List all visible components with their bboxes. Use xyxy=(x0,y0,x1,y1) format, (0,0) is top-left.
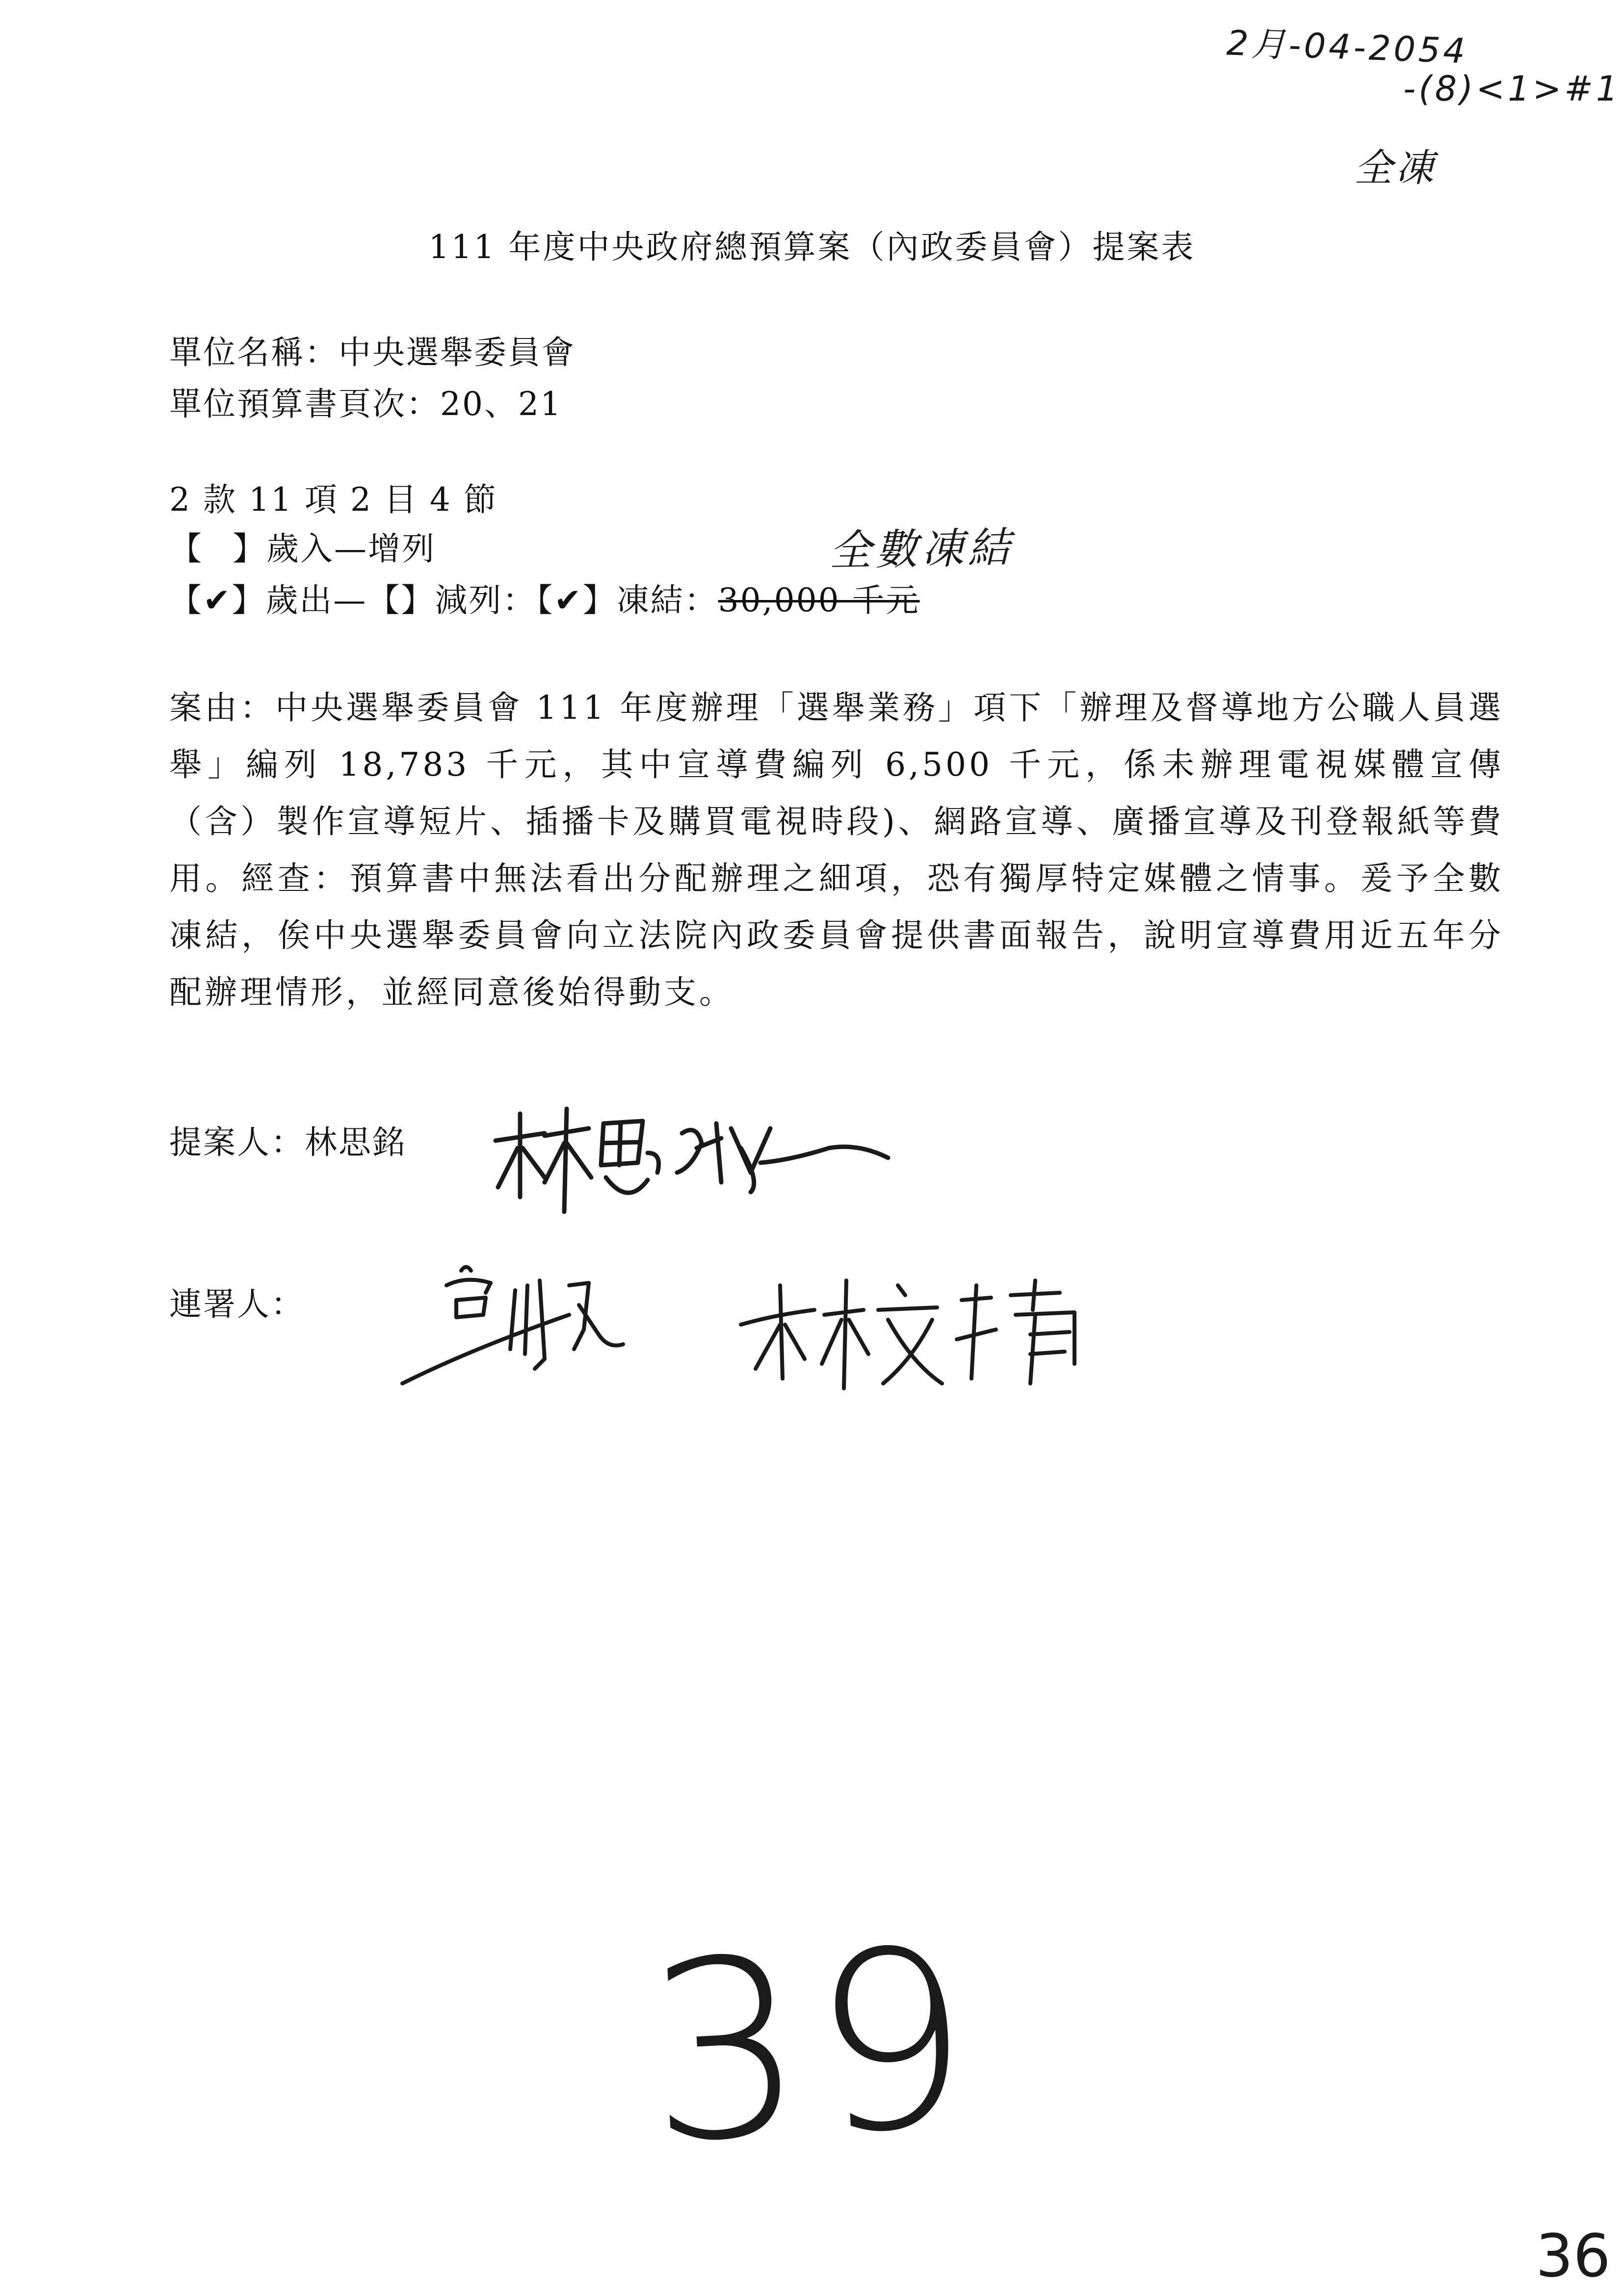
reason-paragraph xyxy=(169,679,1504,1021)
handwritten-stamp-line1: 2月-04-2054 xyxy=(1226,23,1469,72)
freeze-check-icon: ✔ xyxy=(554,581,583,619)
cosigner-signature-1 xyxy=(393,1256,687,1405)
revenue-label: 歲入—增列 xyxy=(266,530,436,568)
proposer-name: 林思銘 xyxy=(305,1123,406,1161)
item-code: 2 款 11 項 2 目 4 節 xyxy=(169,481,498,519)
unit-name-label: 單位名稱： xyxy=(169,334,339,371)
unit-name-line xyxy=(169,326,576,373)
unit-pages-line xyxy=(169,378,562,424)
proposer-signature xyxy=(486,1094,898,1233)
cosigners-label: 連署人： xyxy=(169,1285,305,1323)
reduce-label: 減列： xyxy=(435,581,537,619)
expense-line xyxy=(169,574,920,621)
handwritten-stamp-line3: 全凍 xyxy=(1354,146,1437,190)
reason-label: 案由： xyxy=(169,689,276,727)
freeze-bracket-open: 【 xyxy=(536,581,554,619)
handwritten-page-number: 39 xyxy=(640,1895,987,2198)
revenue-bracket-open: 【 xyxy=(169,530,203,568)
proposer-line xyxy=(169,1116,406,1163)
unit-pages-value: 20、21 xyxy=(440,385,562,423)
unit-pages-label: 單位預算書頁次： xyxy=(169,385,440,423)
cosigner-signature-2-drawing xyxy=(736,1266,1158,1403)
expense-label: 歲出— xyxy=(265,581,367,619)
handwritten-stamp-line2: -(8)<1>#1 xyxy=(1403,69,1621,109)
expense-bracket-open-1: 【 xyxy=(169,581,203,619)
cosigners-line xyxy=(169,1278,305,1325)
freeze-label: 凍結： xyxy=(616,581,718,619)
expense-bracket-close-1: 】 xyxy=(232,581,266,619)
cosigner-signature-2 xyxy=(736,1266,1158,1405)
handwritten-freeze-note: 全數凍結 xyxy=(829,523,1014,576)
handwritten-corner-number: 36 xyxy=(1536,2222,1611,2291)
cosigner-signature-1-drawing xyxy=(393,1256,687,1403)
unit-name-value: 中央選舉委員會 xyxy=(339,334,576,371)
reason-text: 中央選舉委員會 111 年度辦理「選舉業務」項下「辦理及督導地方公職人員選舉」編列 18,783 千元，其中宣導費編列 6,500 千元，係未辦理電視媒體宣傳（含）製作宣導短片、插播卡及購買電視時段)、網路宣導、廣播宣導及刊登報紙等費用。經查：預算書中無法看出分配辦理之細項，恐有獨厚特定媒體之情事。爰予全數凍結，俟中央選舉委員會向立法院內政委員會提供書面報告，說明宣導費用近五年分配辦理情形，並經同意後始得動支。 xyxy=(169,689,1504,1011)
revenue-bracket-close: 】 xyxy=(233,530,266,568)
freeze-bracket-close: 】 xyxy=(582,581,617,619)
proposer-signature-drawing xyxy=(486,1094,898,1231)
freeze-amount-struck: 30,000 千元 xyxy=(718,581,920,619)
document-title: 111 年度中央政府總預算案（內政委員會）提案表 xyxy=(428,228,1196,266)
revenue-line xyxy=(169,522,436,569)
reduce-bracket: 【】 xyxy=(367,581,435,619)
expense-check-icon: ✔ xyxy=(203,581,232,619)
proposer-label: 提案人： xyxy=(169,1123,305,1161)
